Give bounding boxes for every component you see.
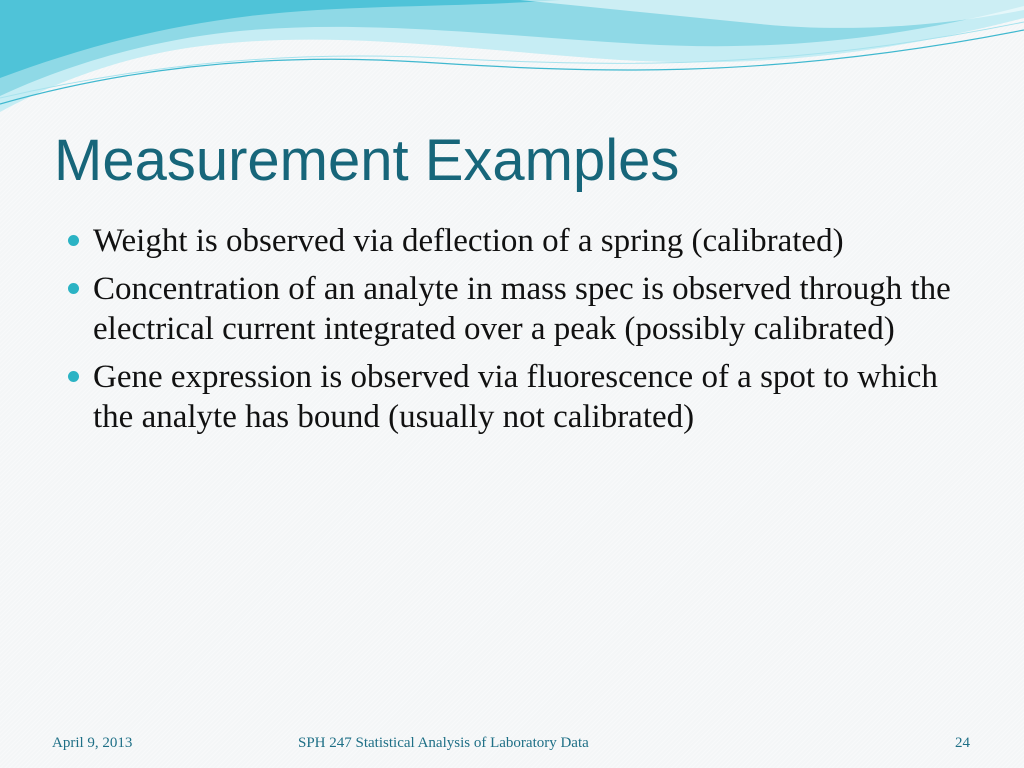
bullet-icon bbox=[68, 371, 79, 382]
list-item bbox=[66, 269, 966, 349]
footer-date: April 9, 2013 bbox=[52, 735, 133, 751]
slide-title: Measurement Examples bbox=[54, 128, 680, 193]
header-wave-decoration bbox=[0, 0, 1024, 130]
footer-course-title: SPH 247 Statistical Analysis of Laboratory Data bbox=[298, 735, 589, 751]
bullet-text: Weight is observed via deflection of a spring (calibrated) bbox=[93, 223, 844, 259]
bullet-text: Concentration of an analyte in mass spec is observed through the electrical current integrated over a peak (possibly calibrated) bbox=[93, 271, 951, 347]
bullet-icon bbox=[68, 283, 79, 294]
bullet-list bbox=[66, 221, 966, 445]
bullet-icon bbox=[68, 235, 79, 246]
list-item bbox=[66, 357, 966, 437]
slide-number: 24 bbox=[955, 735, 970, 751]
list-item bbox=[66, 221, 966, 261]
bullet-text: Gene expression is observed via fluorescence of a spot to which the analyte has bound (usually not calibrated) bbox=[93, 359, 938, 435]
